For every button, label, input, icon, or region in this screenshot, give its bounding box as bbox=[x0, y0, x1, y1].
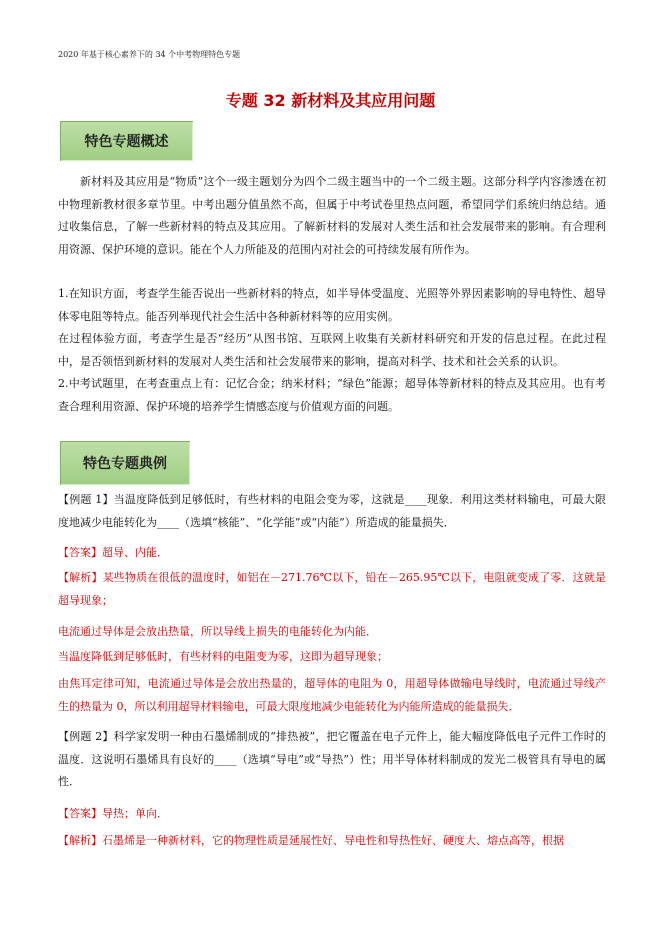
example-1-analysis-line-2: 电流通过导体是会放出热量，所以导线上损失的电能转化为内能． bbox=[58, 625, 377, 638]
example-1-question bbox=[58, 489, 606, 534]
example-2-analysis-tag: 【解析】 bbox=[58, 834, 102, 847]
running-header: 2020 年基于核心素养下的 34 个中考物理特色专题 bbox=[58, 50, 241, 59]
example-2-answer-tag: 【答案】 bbox=[58, 807, 102, 820]
example-1-answer-text: 超导、内能． bbox=[102, 546, 168, 559]
page-title: 专题 32 新材料及其应用问题 bbox=[225, 91, 436, 110]
example-2-question-text: 科学家发明一种由石墨烯制成的“排热被”，把它覆盖在电子元件上，能大幅度降低电子元件工作时的温度．这说明石墨烯具有良好的____（选填“导电”或“导热”）性；用半导体材料制成的发光二极管具有导电的属性． bbox=[58, 730, 606, 788]
example-1-analysis-text: 某些物质在很低的温度时，如铝在－271.76℃以下，铅在－265.95℃以下，电阻就变成了零．这就是超导现象； bbox=[58, 571, 606, 607]
example-1-tag: 【例题 1】 bbox=[58, 493, 114, 506]
example-1-answer-tag: 【答案】 bbox=[58, 546, 102, 559]
example-2-answer-text: 导热；单向． bbox=[102, 807, 168, 820]
overview-paragraph-4: 2.中考试题里，在考查重点上有：记忆合金；纳米材料；“绿色”能源；超导体等新材料的特点及其应用。也有考查合理利用资源、保护环境的培养学生情感态度与价值观方面的问题。 bbox=[58, 377, 606, 413]
example-2-answer bbox=[58, 803, 606, 826]
example-2-analysis bbox=[58, 830, 606, 853]
example-1-analysis bbox=[58, 567, 606, 612]
example-1-analysis-line-3: 当温度降低到足够低时，有些材料的电阻变为零，这即为超导现象； bbox=[58, 650, 388, 663]
section-heading-examples: 特色专题典例 bbox=[60, 441, 190, 485]
example-2-question bbox=[58, 726, 606, 794]
example-2-tag: 【例题 2】 bbox=[58, 730, 114, 743]
example-1-analysis-line-4: 由焦耳定律可知，电流通过导体是会放出热量的，超导体的电阻为 0，用超导体做输电导线时，电流通过导线产生的热量为 0，所以利用超导材料输电，可最大限度地减少电能转化为内能所造成的能量损失． bbox=[58, 677, 606, 713]
overview-paragraph-1: 新材料及其应用是“物质”这个一级主题划分为四个二级主题当中的一个二级主题。这部分科学内容渗透在初中物理新教材很多章节里。中考出题分值虽然不高，但属于中考试卷里热点问题，希望同学们系统归纳总结。通过收集信息，了解一些新材料的特点及其应用。了解新材料的发展对人类生活和社会发展带来的影响。有合理利用资源、保护环境的意识。能在个人力所能及的范围内对社会的可持续发展有所作为。 bbox=[58, 175, 606, 256]
section-heading-overview: 特色专题概述 bbox=[60, 121, 193, 161]
overview-paragraph-2: 1.在知识方面，考查学生能否说出一些新材料的特点，如半导体受温度、光照等外界因素影响的导电特性、超导体零电阻等特点。能否列举现代社会生活中各种新材料等的应用实例。 bbox=[58, 287, 606, 323]
example-1-question-text: 当温度降低到足够低时，有些材料的电阻会变为零，这就是____现象．利用这类材料输电，可最大限度地减少电能转化为____（选填“核能”、“化学能”或“内能”）所造成的能量损失． bbox=[58, 493, 606, 529]
example-2-analysis-text: 石墨烯是一种新材料，它的物理性质是延展性好、导电性和导热性好、硬度大、熔点高等，根据 bbox=[102, 834, 564, 847]
example-1-answer bbox=[58, 542, 606, 565]
example-1-analysis-tag: 【解析】 bbox=[58, 571, 103, 584]
overview-paragraph-3: 在过程体验方面，考查学生是否“经历”从图书馆、互联网上收集有关新材料研究和开发的信息过程。在此过程中，是否领悟到新材料的发展对人类生活和社会发展带来的影响，提高对科学、技术和社会关系的认识。 bbox=[58, 332, 606, 368]
